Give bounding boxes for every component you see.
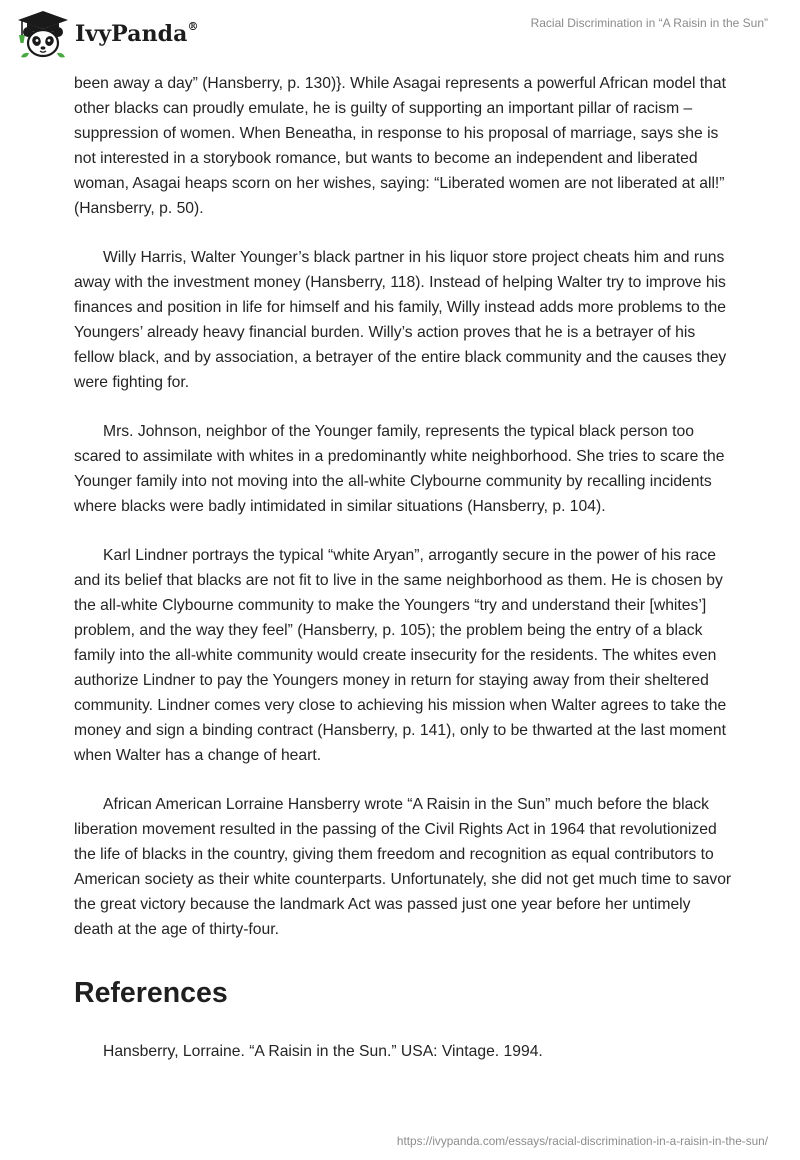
document-title: Racial Discrimination in “A Raisin in the Sun” — [530, 16, 768, 30]
paragraph: Karl Lindner portrays the typical “white Aryan”, arrogantly secure in the power of his race and its belief that blacks are not fit to live in the same neighborhood as them. He is chosen by the all-white Clybourne community to make the Youngers “try and understand their [whites’] problem, and the way they feel” (Hansberry, p. 105); the problem being the entry of a black family into the all-white community would create insecurity for the residents. The whites even authorize Lindner to pay the Youngers money in return for staying away from their sheltered community. Lindner comes very close to achieving his mission when Walter agrees to take the money and sign a binding contract (Hansberry, p. 141), only to be thwarted at the last moment when Walter has a change of heart. — [74, 547, 727, 764]
source-url[interactable]: https://ivypanda.com/essays/racial-discrimination-in-a-raisin-in-the-sun/ — [396, 1134, 768, 1148]
reference-item: Hansberry, Lorraine. “A Raisin in the Sun.” USA: Vintage. 1994. — [103, 1043, 543, 1060]
paragraph: Willy Harris, Walter Younger’s black partner in his liquor store project cheats him and runs away with the investment money (Hansberry, 118). Instead of helping Walter try to improve his finances and position in life for himself and his family, Willy instead adds more problems to the Youngers’ already heavy financial burden. Willy’s action proves that he is a betrayer of his fellow black, and by association, a betrayer of the entire black community and the causes they were fighting for. — [74, 249, 727, 391]
paragraph: been away a day” (Hansberry, p. 130)}. While Asagai represents a powerful African model that other blacks can proudly emulate, he is guilty of supporting an important pillar of racism – suppression of women. When Beneatha, in response to his proposal of marriage, says she is not interested in a storybook romance, but wants to become an independent and liberated woman, Asagai heaps scorn on her wishes, saying: “Liberated women are not liberated at all!” (Hansberry, p. 50). — [74, 75, 726, 217]
paragraph: Mrs. Johnson, neighbor of the Younger family, represents the typical black person too scared to assimilate with whites in a predominantly white neighborhood. She tries to scare the Younger family into not moving into the all-white Clybourne community by recalling incidents where blacks were badly intimidated in similar situations (Hansberry, p. 104). — [74, 423, 725, 515]
references-heading: References — [74, 977, 228, 1009]
page-header — [0, 0, 800, 70]
registered-mark: ® — [187, 19, 199, 33]
brand-name: IvyPanda® — [75, 19, 199, 47]
essay-body — [74, 71, 734, 942]
ivypanda-logo[interactable] — [13, 8, 199, 60]
panda-graduation-cap-icon — [13, 8, 73, 60]
paragraph: African American Lorraine Hansberry wrote “A Raisin in the Sun” much before the black liberation movement resulted in the passing of the Civil Rights Act in 1964 that revolutionized the life of blacks in the country, giving them freedom and recognition as equal contributors to American society as their white counterparts. Unfortunately, she did not get much time to savor the great victory because the landmark Act was passed just one year before her untimely death at the age of thirty-four. — [74, 796, 732, 938]
